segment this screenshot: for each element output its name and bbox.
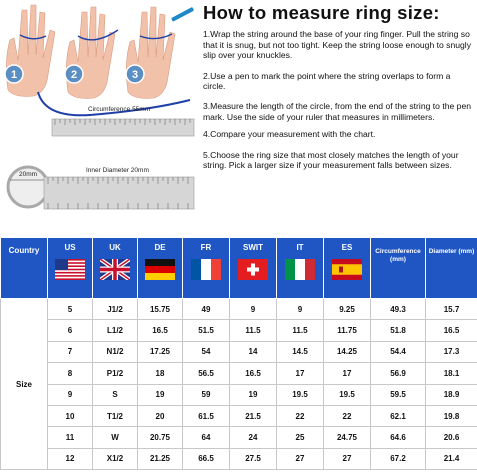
table-cell: 21.5 <box>230 405 277 426</box>
col-es-code: ES <box>341 243 353 252</box>
col-swit <box>230 238 277 299</box>
table-cell: 59.5 <box>371 384 426 405</box>
col-it <box>277 238 324 299</box>
table-cell: 62.1 <box>371 405 426 426</box>
table-cell: 51.5 <box>183 320 230 341</box>
col-fr-code: FR <box>200 243 212 252</box>
table-cell: 18 <box>138 363 183 384</box>
fr-flag-icon <box>191 259 221 280</box>
page-title: How to measure ring size: <box>203 2 440 23</box>
col-de <box>138 238 183 299</box>
table-cell: 49 <box>183 299 230 320</box>
col-de-code: DE <box>154 243 166 252</box>
size-row-label: Size <box>1 299 48 470</box>
table-cell: 11.75 <box>324 320 371 341</box>
table-cell: 17 <box>324 363 371 384</box>
table-cell: 9 <box>277 299 324 320</box>
table-cell: T1/2 <box>93 405 138 426</box>
table-cell: N1/2 <box>93 341 138 362</box>
pen-icon <box>171 7 194 22</box>
table-row <box>1 405 477 426</box>
ruler-1-icon <box>52 119 194 136</box>
step-1-number: 1 <box>10 69 18 81</box>
table-cell: 61.5 <box>183 405 230 426</box>
table-cell: 17.3 <box>426 341 477 362</box>
hand-3-icon <box>126 7 175 98</box>
table-cell: 6 <box>48 320 93 341</box>
table-cell: 66.5 <box>183 448 230 469</box>
table-cell: 17.25 <box>138 341 183 362</box>
ring-size-table <box>0 237 477 470</box>
table-cell: 22 <box>277 405 324 426</box>
table-cell: 7 <box>48 341 93 362</box>
step-2-text: 2.Use a pen to mark the point where the string overlaps to form a circle. <box>203 70 451 92</box>
table-cell: 9 <box>48 384 93 405</box>
table-header-row <box>1 238 477 299</box>
col-uk <box>93 238 138 299</box>
col-it-code: IT <box>296 243 304 252</box>
table-cell: 14.5 <box>277 341 324 362</box>
col-us-code: US <box>64 243 76 252</box>
table-cell: 19.5 <box>324 384 371 405</box>
step-4-text: 4.Compare your measurement with the chart. <box>203 129 376 140</box>
table-cell: 18.9 <box>426 384 477 405</box>
table-cell: 24 <box>230 427 277 448</box>
table-cell: 49.3 <box>371 299 426 320</box>
table-body <box>1 299 477 470</box>
table-cell: 11 <box>48 427 93 448</box>
diameter-header: Diameter (mm) <box>426 238 477 299</box>
ring-measure-illustration <box>0 0 200 225</box>
table-cell: 27 <box>277 448 324 469</box>
table-row <box>1 299 477 320</box>
table-cell: 15.7 <box>426 299 477 320</box>
table-cell: 54 <box>183 341 230 362</box>
table-cell: 59 <box>183 384 230 405</box>
step-2-number: 2 <box>70 69 78 81</box>
col-swit-code: SWIT <box>243 243 263 252</box>
table-cell: 20.75 <box>138 427 183 448</box>
table-cell: 21.4 <box>426 448 477 469</box>
ch-flag-icon <box>238 259 268 280</box>
uk-flag-icon <box>100 259 130 280</box>
country-header: Country <box>1 238 48 299</box>
table-cell: 16.5 <box>426 320 477 341</box>
col-us <box>48 238 93 299</box>
table-row <box>1 363 477 384</box>
table-row <box>1 320 477 341</box>
table-cell: 14 <box>230 341 277 362</box>
table-row <box>1 384 477 405</box>
table-cell: 12 <box>48 448 93 469</box>
table-cell: 9.25 <box>324 299 371 320</box>
it-flag-icon <box>285 259 315 280</box>
es-flag-icon <box>332 259 362 280</box>
col-es <box>324 238 371 299</box>
table-cell: 9 <box>230 299 277 320</box>
table-cell: 16.5 <box>138 320 183 341</box>
col-fr <box>183 238 230 299</box>
table-cell: 15.75 <box>138 299 183 320</box>
instructions <box>203 29 475 181</box>
col-uk-code: UK <box>109 243 121 252</box>
table-cell: 19 <box>138 384 183 405</box>
table-cell: 67.2 <box>371 448 426 469</box>
hand-2-icon <box>66 7 115 98</box>
table-cell: S <box>93 384 138 405</box>
table-cell: 19.8 <box>426 405 477 426</box>
ring-diameter-label: 20mm <box>18 171 38 178</box>
inner-diameter-label: Inner Diameter 20mm <box>86 167 149 174</box>
table-cell: 51.8 <box>371 320 426 341</box>
table-cell: 20.6 <box>426 427 477 448</box>
table-cell: 19 <box>230 384 277 405</box>
table-cell: W <box>93 427 138 448</box>
table-row <box>1 427 477 448</box>
table-cell: 18.1 <box>426 363 477 384</box>
table-cell: 11.5 <box>230 320 277 341</box>
table-cell: 22 <box>324 405 371 426</box>
table-cell: 14.25 <box>324 341 371 362</box>
table-cell: 16.5 <box>230 363 277 384</box>
de-flag-icon <box>145 259 175 280</box>
table-cell: 56.5 <box>183 363 230 384</box>
table-cell: 64.6 <box>371 427 426 448</box>
table-cell: 54.4 <box>371 341 426 362</box>
step-3-number: 3 <box>131 69 139 81</box>
table-cell: 17 <box>277 363 324 384</box>
table-cell: 5 <box>48 299 93 320</box>
table-cell: 20 <box>138 405 183 426</box>
table-cell: 56.9 <box>371 363 426 384</box>
table-cell: P1/2 <box>93 363 138 384</box>
table-row <box>1 341 477 362</box>
table-cell: 21.25 <box>138 448 183 469</box>
us-flag-icon <box>55 259 85 280</box>
step-3-text: 3.Measure the length of the circle, from the end of the string to the pen mark. Use the side of your ruler that measures in millimeters. <box>203 100 471 122</box>
circumference-label: Circumference 55mm <box>88 106 151 113</box>
step-5-text: 5.Choose the ring size that most closely matches the length of your string. Pick a larger size if your measurement falls between sizes. <box>203 149 459 171</box>
table-cell: 19.5 <box>277 384 324 405</box>
table-cell: L1/2 <box>93 320 138 341</box>
table-row <box>1 448 477 469</box>
table-cell: 11.5 <box>277 320 324 341</box>
ruler-2-icon <box>44 177 194 209</box>
table-cell: 25 <box>277 427 324 448</box>
table-cell: 27.5 <box>230 448 277 469</box>
table-cell: 10 <box>48 405 93 426</box>
step-1-text: 1.Wrap the string around the base of your ring finger. Pull the string so that it is snug, but not too tight. Keep the string loose enough to snugly slip over your knuckles. <box>203 29 472 61</box>
table-cell: X1/2 <box>93 448 138 469</box>
circumference-header: Circumference (mm) <box>371 238 426 299</box>
table-cell: J1/2 <box>93 299 138 320</box>
table-cell: 27 <box>324 448 371 469</box>
table-cell: 8 <box>48 363 93 384</box>
table-cell: 64 <box>183 427 230 448</box>
table-cell: 24.75 <box>324 427 371 448</box>
